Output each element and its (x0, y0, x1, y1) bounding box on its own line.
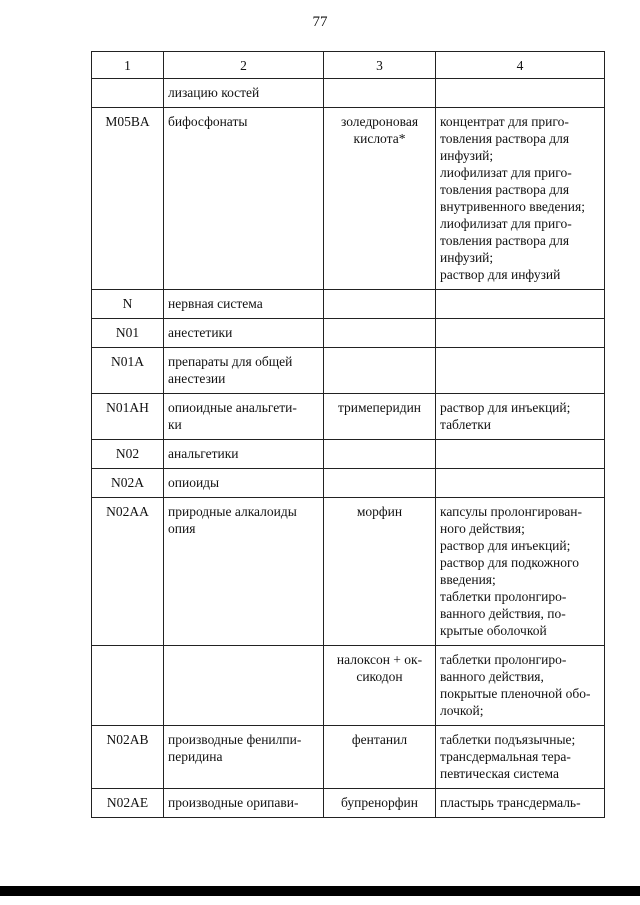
table-row (92, 348, 605, 394)
table-row (92, 440, 605, 469)
pharmacological-group-cell (164, 646, 324, 726)
atc-code-cell: N02 (92, 440, 164, 469)
dosage-form-cell (436, 348, 605, 394)
atc-code-cell: N02AB (92, 726, 164, 789)
table-row (92, 789, 605, 818)
drug-name-cell (324, 79, 436, 108)
drug-name-cell (324, 440, 436, 469)
dosage-form-cell (436, 469, 605, 498)
column-header-4: 4 (436, 52, 605, 79)
table-row (92, 108, 605, 290)
drug-name-cell: морфин (324, 498, 436, 646)
drug-name-cell: тримеперидин (324, 394, 436, 440)
drug-name-cell: фентанил (324, 726, 436, 789)
atc-code-cell: N01 (92, 319, 164, 348)
dosage-form-cell (436, 440, 605, 469)
dosage-form-cell: капсулы пролонгирован- ного действия; раствор для инъекций; раствор для подкожного введения; таблетки пролонгиро- ванного действия, по- крытые оболочкой (436, 498, 605, 646)
table-row (92, 79, 605, 108)
drug-name-cell: золедроновая кислота* (324, 108, 436, 290)
drug-name-cell (324, 319, 436, 348)
page-number: 77 (312, 14, 328, 30)
table-row (92, 646, 605, 726)
drug-name-cell (324, 290, 436, 319)
scan-bottom-bar (0, 886, 640, 896)
drug-table (91, 51, 605, 818)
dosage-form-cell: таблетки пролонгиро- ванного действия, покрытые пленочной обо- лочкой; (436, 646, 605, 726)
atc-code-cell: N01A (92, 348, 164, 394)
pharmacological-group-cell: лизацию костей (164, 79, 324, 108)
pharmacological-group-cell: опиоиды (164, 469, 324, 498)
drug-name-cell (324, 348, 436, 394)
atc-code-cell: N01AH (92, 394, 164, 440)
drug-name-cell: бупренорфин (324, 789, 436, 818)
table-body (92, 79, 605, 818)
table-row (92, 319, 605, 348)
pharmacological-group-cell: производные фенилпи- перидина (164, 726, 324, 789)
pharmacological-group-cell: анальгетики (164, 440, 324, 469)
table-header-row (92, 52, 605, 79)
table-row (92, 394, 605, 440)
atc-code-cell (92, 79, 164, 108)
dosage-form-cell (436, 319, 605, 348)
atc-code-cell: N02A (92, 469, 164, 498)
dosage-form-cell: таблетки подъязычные; трансдермальная тера- певтическая система (436, 726, 605, 789)
drug-name-cell: налоксон + ок- сикодон (324, 646, 436, 726)
column-header-3: 3 (324, 52, 436, 79)
pharmacological-group-cell: препараты для общей анестезии (164, 348, 324, 394)
pharmacological-group-cell: анестетики (164, 319, 324, 348)
atc-code-cell: M05BA (92, 108, 164, 290)
atc-code-cell: N (92, 290, 164, 319)
atc-code-cell: N02AA (92, 498, 164, 646)
pharmacological-group-cell: бифосфонаты (164, 108, 324, 290)
column-header-2: 2 (164, 52, 324, 79)
dosage-form-cell: концентрат для приго- товления раствора для инфузий; лиофилизат для приго- товления раствора для внутривенного введения; лиофилизат для приго- товления раствора для инфузий; раствор для инфузий (436, 108, 605, 290)
atc-code-cell: N02AE (92, 789, 164, 818)
dosage-form-cell: пластырь трансдермаль- (436, 789, 605, 818)
column-header-1: 1 (92, 52, 164, 79)
pharmacological-group-cell: производные орипави- (164, 789, 324, 818)
atc-code-cell (92, 646, 164, 726)
dosage-form-cell (436, 79, 605, 108)
pharmacological-group-cell: нервная система (164, 290, 324, 319)
table-row (92, 469, 605, 498)
table-row (92, 290, 605, 319)
dosage-form-cell (436, 290, 605, 319)
drug-name-cell (324, 469, 436, 498)
pharmacological-group-cell: природные алкалоиды опия (164, 498, 324, 646)
pharmacological-group-cell: опиоидные анальгети- ки (164, 394, 324, 440)
table-row (92, 498, 605, 646)
dosage-form-cell: раствор для инъекций; таблетки (436, 394, 605, 440)
table-row (92, 726, 605, 789)
